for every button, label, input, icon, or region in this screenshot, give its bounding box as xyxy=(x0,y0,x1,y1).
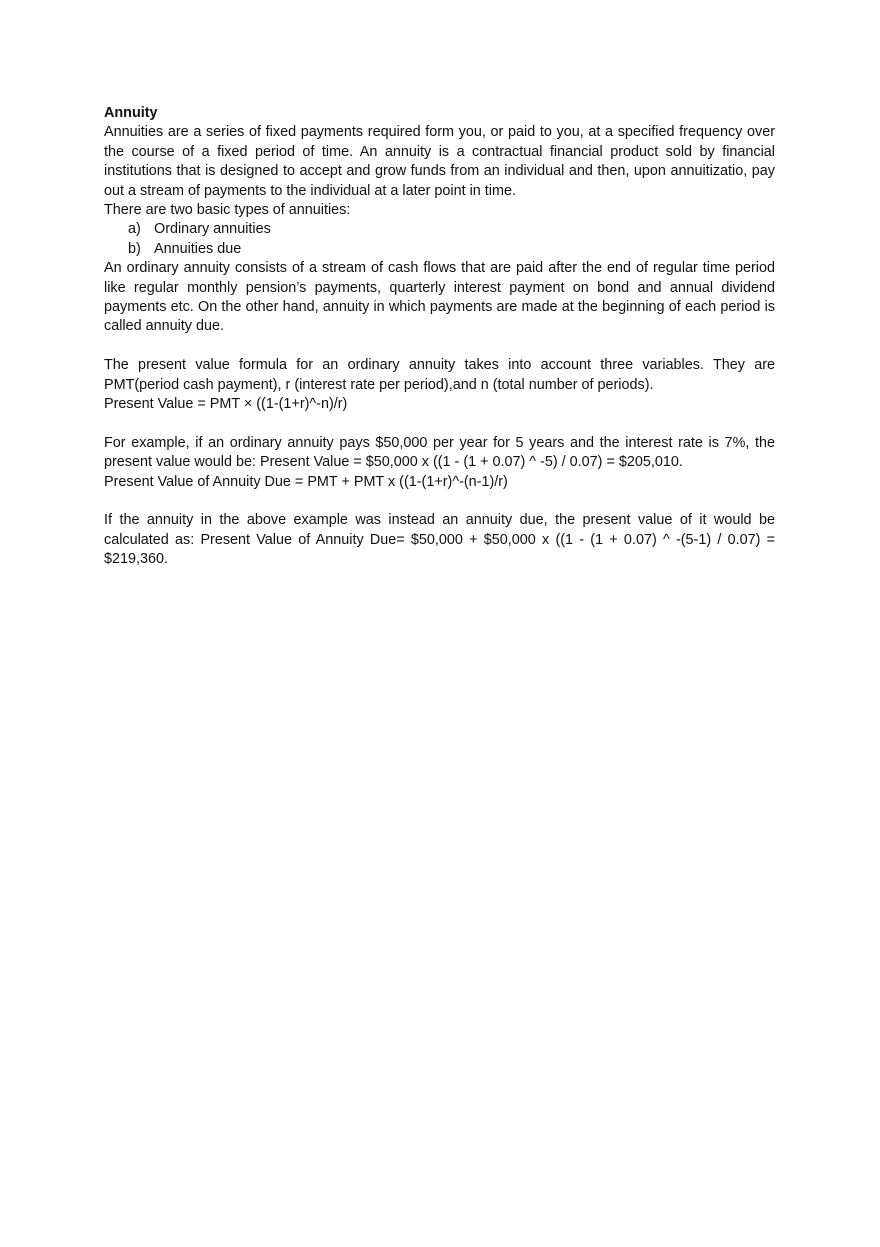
due-example-paragraph: If the annuity in the above example was instead an annuity due, the present value of it would be calculated as: Present Value of Annuity Due= $50,000 + $50,000 x ((1 - (1 + 0.07) ^ -(5-1) / 0.07) = $219,360. xyxy=(104,512,775,568)
pv-intro-paragraph: The present value formula for an ordinary annuity takes into account three variables. They are PMT(period cash payment), r (interest rate per period),and n (total number of periods). xyxy=(104,357,775,393)
list-item-label: Ordinary annuities xyxy=(154,221,271,238)
pv-formula: Present Value = PMT × ((1-(1+r)^-n)/r) xyxy=(104,396,348,413)
paragraph-spacer xyxy=(104,414,775,433)
types-intro: There are two basic types of annuities: xyxy=(104,202,351,219)
list-item-label: Annuities due xyxy=(154,240,242,257)
document-body xyxy=(104,104,775,570)
list-marker: a) xyxy=(128,221,141,238)
types-explanation-paragraph: An ordinary annuity consists of a stream of cash flows that are paid after the end of regular time period like regular monthly pension’s payments, quarterly interest payment on bond and annual dividend payments etc. On the other hand, annuity in which payments are made at the beginning of each period is called annuity due. xyxy=(104,260,775,335)
list-item xyxy=(104,220,775,239)
list-marker: b) xyxy=(128,240,141,257)
annuity-types-list xyxy=(104,220,775,259)
intro-paragraph: Annuities are a series of fixed payments required form you, or paid to you, at a specified frequency over the course of a fixed period of time. An annuity is a contractual financial product sold by financial institutions that is designed to accept and grow funds from an individual and then, upon annuitizatio, pay out a stream of payments to the individual at a later point in time. xyxy=(104,124,775,199)
paragraph-spacer xyxy=(104,492,775,511)
list-item xyxy=(104,240,775,259)
ordinary-example-paragraph: For example, if an ordinary annuity pays $50,000 per year for 5 years and the interest rate is 7%, the present value would be: Present Value = $50,000 x ((1 - (1 + 0.07) ^ -5) / 0.07) = $205,010. xyxy=(104,434,775,471)
document-title: Annuity xyxy=(104,105,158,121)
paragraph-spacer xyxy=(104,337,775,356)
pv-due-formula: Present Value of Annuity Due = PMT + PMT x ((1-(1+r)^-(n-1)/r) xyxy=(104,473,508,490)
